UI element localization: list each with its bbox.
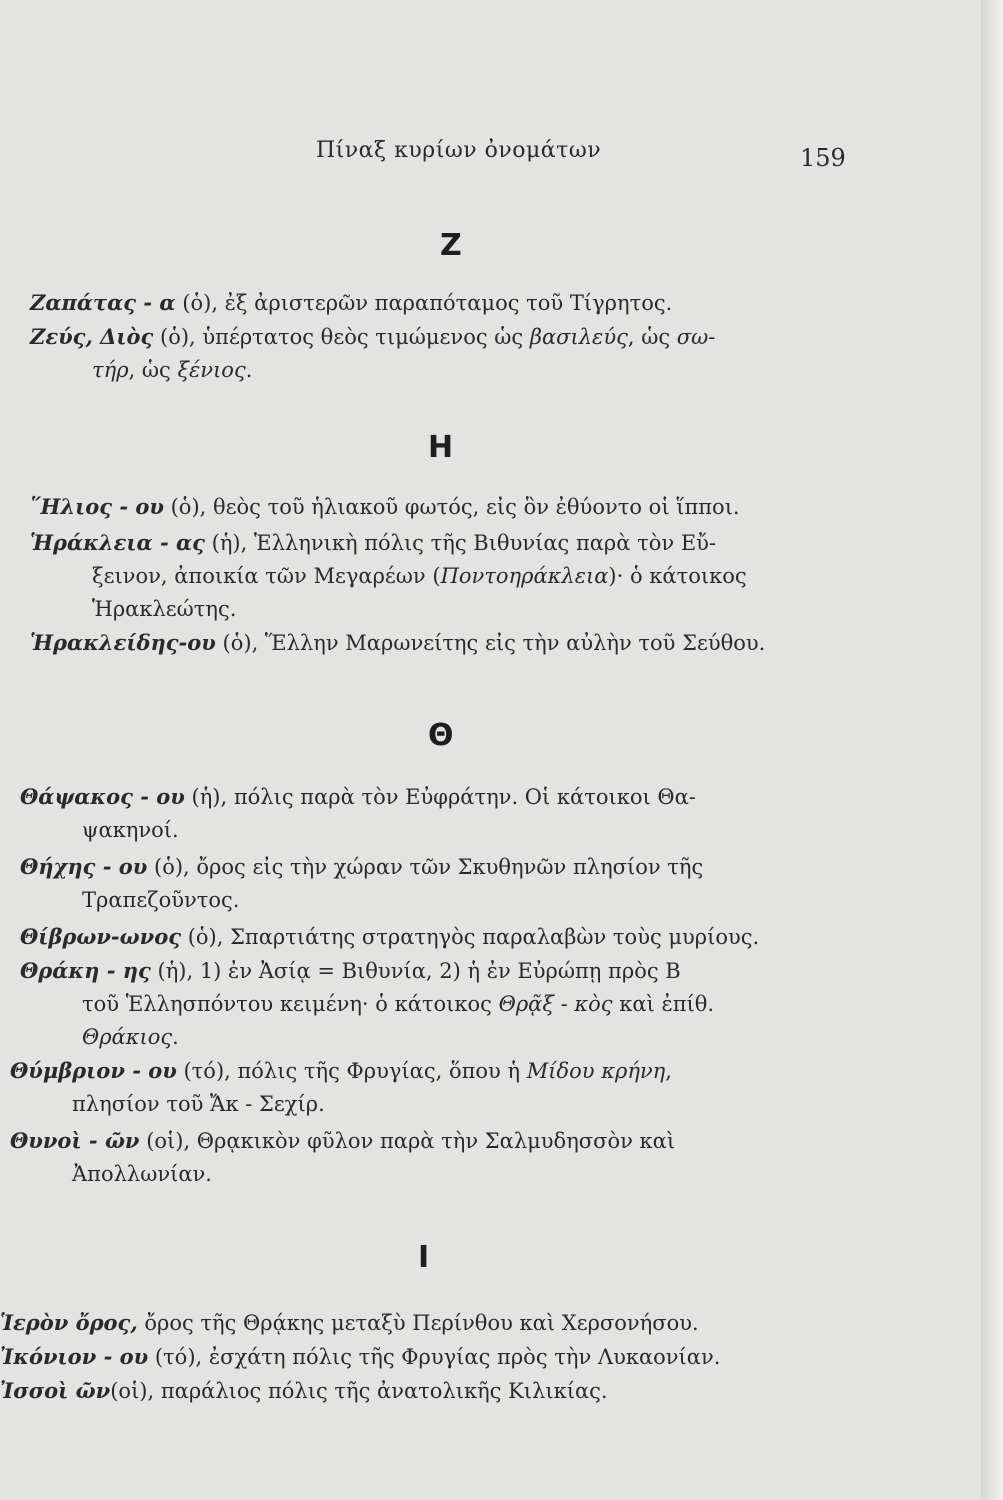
- headword: Θύμβριον - ου: [10, 1058, 177, 1083]
- definition-cont: ,: [665, 1059, 672, 1083]
- page-edge: [981, 0, 1003, 1500]
- headword: Θυνοὶ - ῶν: [10, 1128, 140, 1153]
- definition: (ὁ), Ἕλλην Μαρωνείτης εἰς τὴν αὐλὴν τοῦ Σεύθου.: [215, 631, 766, 655]
- headword: Ἰκόνιον - ου: [0, 1344, 149, 1369]
- continuation: , ὡς: [128, 358, 178, 382]
- continuation: .: [245, 358, 253, 382]
- italic-term: Ποντοηράκλεια: [440, 564, 609, 588]
- continuation: Ἀπολλωνίαν.: [72, 1162, 212, 1186]
- section-letter-iota: Ι: [418, 1240, 430, 1275]
- italic-term: τήρ: [92, 358, 129, 382]
- section-letter-zeta: Ζ: [440, 228, 462, 263]
- headword: Θίβρων-ωνος: [20, 924, 182, 949]
- definition: (ὁ), θεὸς τοῦ ἡλιακοῦ φωτός, εἰς ὃν ἐθύοντο οἱ ἵπποι.: [163, 495, 740, 519]
- italic-term: ξένιος: [177, 358, 246, 382]
- italic-term: Θράκιος: [82, 1025, 173, 1049]
- section-letter-theta: Θ: [428, 718, 454, 753]
- entry-zapatas: [30, 286, 672, 320]
- italic-term: Μίδου κρήνη: [526, 1059, 666, 1083]
- italic-term: βασιλεύς: [529, 325, 628, 349]
- entry-thymbrion: [10, 1054, 672, 1121]
- headword: Θάψακος - ου: [20, 784, 185, 809]
- definition: (ὁ), Σπαρτιάτης στρατηγὸς παραλαβὼν τοὺς μυρίους.: [181, 925, 760, 949]
- entry-helios: [30, 490, 740, 524]
- section-letter-eta: Η: [428, 430, 454, 465]
- continuation: Τραπεζοῦντος.: [82, 888, 240, 912]
- entry-herakleides: [30, 626, 765, 660]
- entry-zeus: [30, 320, 715, 387]
- continuation: τοῦ Ἑλλησπόντου κειμένη· ὁ κάτοικος: [82, 992, 499, 1016]
- entry-thapsakos: [20, 780, 696, 847]
- definition: (οἱ), Θρᾳκικὸν φῦλον παρὰ τὴν Σαλμυδησσὸν καὶ: [139, 1129, 676, 1153]
- entry-herakleia: [30, 526, 747, 626]
- italic-term: Θρᾷξ - κὸς: [498, 992, 613, 1016]
- headword: Ζαπάτας - α: [30, 290, 176, 315]
- continuation: καὶ ἐπίθ.: [612, 992, 715, 1016]
- continuation: Ἡρακλεώτης.: [92, 597, 237, 621]
- running-title: Πίναξ κυρίων ὀνομάτων: [316, 138, 602, 163]
- entry-thiches: [20, 850, 703, 917]
- headword: Ἰσσοὶ ῶν: [0, 1378, 111, 1403]
- definition: (οἱ), παράλιος πόλις τῆς ἀνατολικῆς Κιλικίας.: [110, 1379, 608, 1403]
- italic-term: σω-: [676, 325, 716, 349]
- continuation: πλησίον τοῦ Ἄκ - Σεχίρ.: [72, 1092, 325, 1116]
- definition: (τό), πόλις τῆς Φρυγίας, ὅπου ἡ: [176, 1059, 527, 1083]
- entry-ikonion: [0, 1340, 720, 1374]
- entry-issoi: [0, 1374, 608, 1408]
- continuation: )· ὁ κάτοικος: [608, 564, 747, 588]
- page-number: 159: [800, 144, 846, 172]
- definition: ὄρος τῆς Θρᾴκης μεταξὺ Περίνθου καὶ Χερσονήσου.: [137, 1311, 699, 1335]
- definition: (τό), ἐσχάτη πόλις τῆς Φρυγίας πρὸς τὴν Λυκαονίαν.: [148, 1345, 721, 1369]
- headword: Ἡρακλείδης-ου: [30, 630, 216, 655]
- headword: ῞Ηλιος - ου: [30, 494, 164, 519]
- definition: (ὁ), ὑπέρτατος θεὸς τιμώμενος ὡς: [153, 325, 530, 349]
- headword: Ζεύς, Διὸς: [30, 324, 154, 349]
- definition-cont: , ὡς: [627, 325, 677, 349]
- entry-thynoi: [10, 1124, 675, 1191]
- definition: (ἡ), 1) ἐν Ἀσίᾳ = Βιθυνία, 2) ἡ ἐν Εὐρώπῃ πρὸς Β: [150, 959, 681, 983]
- headword: Ἱερὸν ὄρος,: [0, 1310, 138, 1335]
- headword: Θράκη - ης: [20, 958, 151, 983]
- entry-thibron: [20, 920, 759, 954]
- continuation: ψακηνοί.: [82, 818, 179, 842]
- definition: (ἡ), πόλις παρὰ τὸν Εὐφράτην. Οἱ κάτοικοι Θα-: [184, 785, 696, 809]
- entry-thrake: [20, 954, 714, 1054]
- entry-hieron-oros: [0, 1306, 699, 1340]
- definition: (ἡ), Ἑλληνικὴ πόλις τῆς Βιθυνίας παρὰ τὸν Εὔ-: [204, 531, 717, 555]
- headword: Ἡράκλεια - ας: [30, 530, 205, 555]
- definition: (ὁ), ἐξ ἀριστερῶν παραπόταμος τοῦ Τίγρητος.: [175, 291, 673, 315]
- headword: Θήχης - ου: [20, 854, 148, 879]
- continuation: ξεινον, ἀποικία τῶν Μεγαρέων (: [92, 564, 441, 588]
- definition: (ὁ), ὄρος εἰς τὴν χώραν τῶν Σκυθηνῶν πλησίον τῆς: [147, 855, 704, 879]
- continuation: .: [172, 1025, 179, 1049]
- page-header: [0, 138, 1003, 178]
